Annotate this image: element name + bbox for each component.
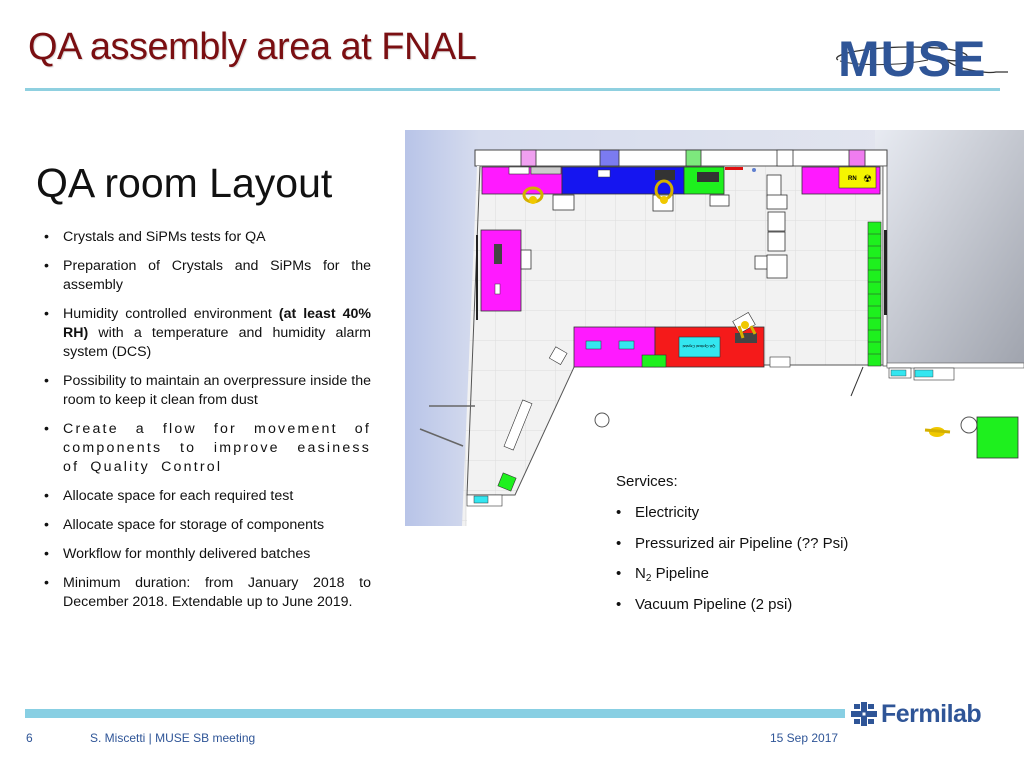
fermilab-logo-text: Fermilab: [881, 699, 982, 728]
bold-emphasis: (at least 40% RH): [63, 306, 371, 341]
bullet-item: • Crystals and SiPMs tests for QA: [44, 228, 371, 247]
section-subtitle: QA room Layout: [36, 160, 333, 206]
bullet-item: • Workflow for monthly delivered batches: [44, 545, 371, 564]
service-item: • Pressurized air Pipeline (?? Psi): [616, 534, 916, 554]
service-item: • $N_2$ Pipeline: [616, 564, 916, 584]
page-number: 6: [26, 731, 33, 745]
bullet-item: • Minimum duration: from January 2018 to December 2018. Extendable up to June 2019.: [44, 574, 371, 612]
qa-station-label: QA Optical Crystal: [682, 344, 716, 349]
bullet-item: • Preparation of Crystals and SiPMs for the assembly: [44, 257, 371, 295]
requirements-list: [44, 228, 371, 622]
services-title: Services:: [616, 473, 678, 490]
footer-author: S. Miscetti | MUSE SB meeting: [90, 731, 256, 745]
green-storage-rack: [868, 222, 881, 366]
muse-logo-text: MUSE: [838, 31, 987, 87]
bench-magenta-left: [481, 230, 521, 311]
slide-title: QA assembly area at FNAL: [28, 26, 477, 68]
green-equipment-box: [977, 417, 1018, 458]
qa-room-floorplan: [405, 130, 1024, 526]
rn-label: RN: [848, 176, 857, 182]
footer-divider: [25, 709, 845, 718]
radiation-icon: ☢: [863, 174, 872, 185]
services-list: [616, 472, 916, 625]
bullet-item: • Allocate space for each required test: [44, 487, 371, 506]
bullet-item: • Humidity controlled environment (at least 40% RH) with a temperature and humidity alarm system (DCS): [44, 305, 371, 362]
bullet-item: • Allocate space for storage of components: [44, 516, 371, 535]
service-item: • Electricity: [616, 503, 916, 523]
bullet-item: • Create a flow for movement of components to improve easiness of Quality Control: [44, 420, 371, 477]
fermilab-logo: [851, 700, 981, 728]
bullet-item: • Possibility to maintain an overpressure inside the room to keep it clean from dust: [44, 372, 371, 410]
footer-date: 15 Sep 2017: [770, 731, 839, 745]
muse-logo: [818, 30, 1008, 90]
service-item: • Vacuum Pipeline (2 psi): [616, 595, 916, 615]
fermilab-emblem-icon: [851, 702, 877, 726]
